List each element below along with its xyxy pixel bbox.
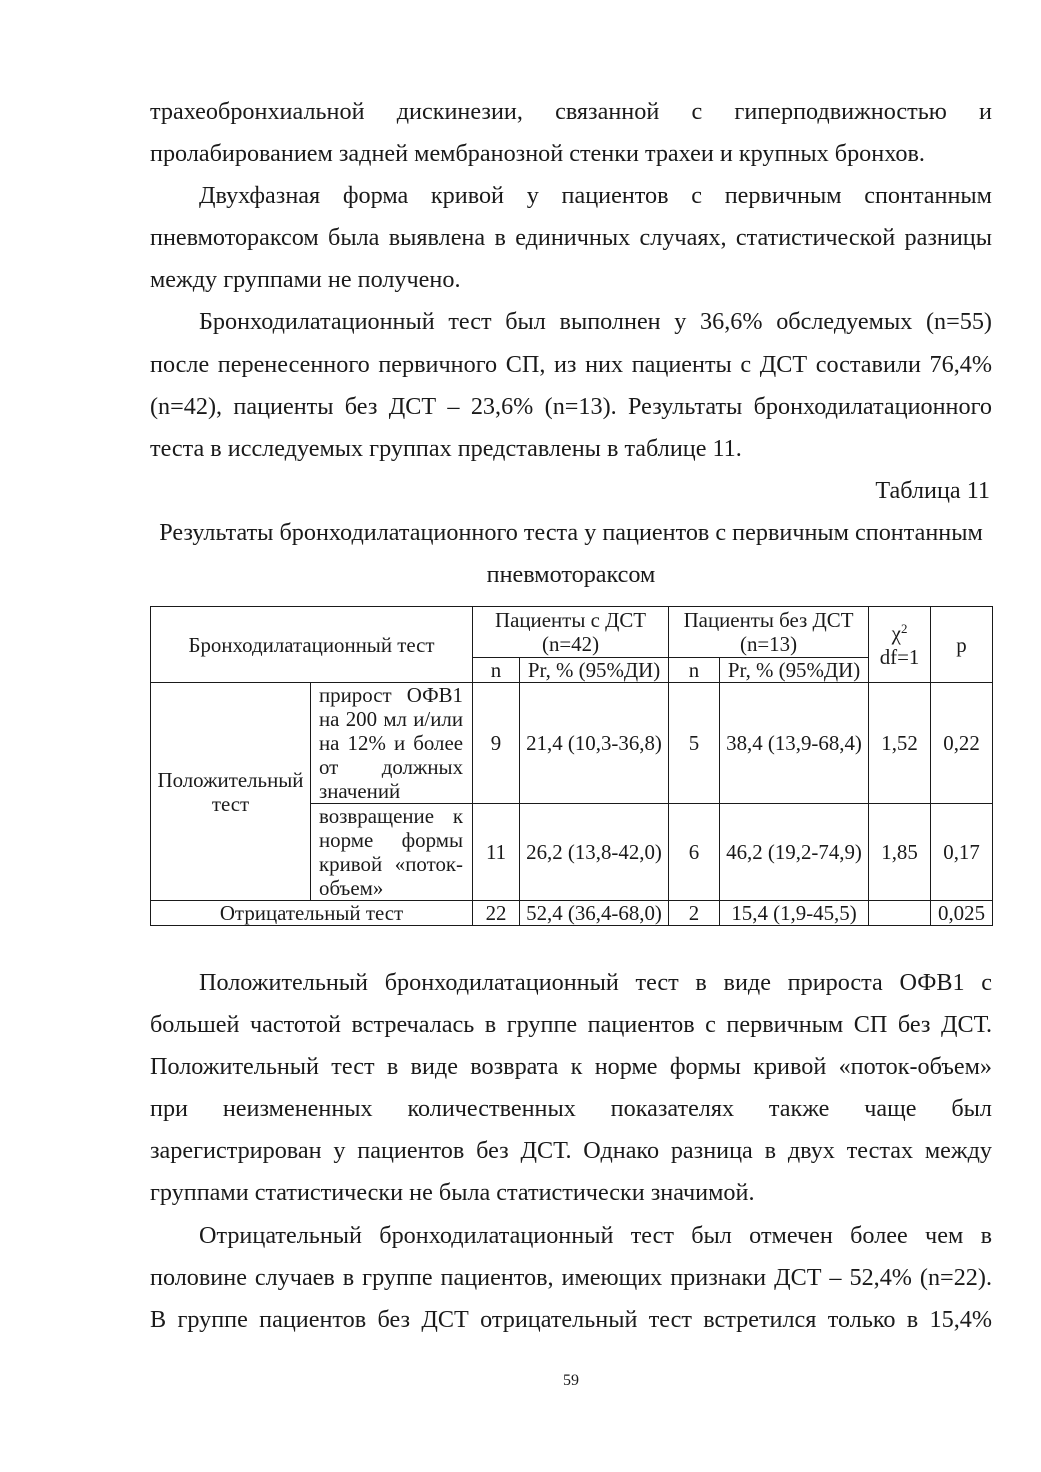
paragraph-line: трахеобронхиальной дискинезии, связанной с гиперподвижностью и [150,98,992,125]
subheader-pr: Pr, % (95%ДИ) [520,658,669,683]
page-number: 59 [563,1372,579,1389]
cell-no-dst-n: 5 [669,683,720,804]
cell-chi2-empty [869,901,931,926]
table-row [151,683,993,804]
criterion-line: объем» [319,876,384,900]
positive-test-label: Положительный тест [151,683,311,901]
group-label: Пациенты без ДСТ [683,608,854,632]
paragraph [150,175,992,301]
paragraph-line: между группами не получено. [150,266,461,294]
paragraph-line: пролабированием задней мембранозной стенки трахеи и крупных бронхов. [150,140,925,168]
table-number: Таблица 11 [875,476,990,504]
group-size: (n=42) [542,632,600,656]
paragraph [150,1215,992,1341]
paragraph-line: после перенесенного первичного СП, из них пациенты с ДСТ составили 76,4% [150,350,992,378]
paragraph-line: (n=42), пациенты без ДСТ – 23,6% (n=13). Результаты бронходилатационного [150,392,992,420]
paragraph-line: зарегистрирован у пациентов без ДСТ. Однако разница в двух тестах между [150,1137,992,1165]
paragraph-line: пневмотораксом была выявлена в единичных случаях, статистической разницы [150,224,992,252]
cell-dst-pr: 52,4 (36,4-68,0) [520,901,669,926]
criterion-line: прирост ОФВ1 [319,683,464,707]
chi-symbol: χ [891,620,901,645]
criterion-line: кривой «поток- [319,852,464,876]
paragraph-line: группами статистически не была статистически значимой. [150,1179,755,1207]
header-test-column: Бронходилатационный тест [151,607,473,683]
paragraph-line: половине случаев в группе пациентов, имеющих признаки ДСТ – 52,4% (n=22). [150,1263,992,1291]
paragraph-line: большей частотой встречалась в группе пациентов с первичным СП без ДСТ. [150,1011,992,1039]
cell-no-dst-n: 6 [669,804,720,901]
table-header-row [151,607,993,658]
header-p-value: p [931,607,993,683]
group-size: (n=13) [740,632,798,656]
cell-chi2: 1,52 [869,683,931,804]
subheader-pr: Pr, % (95%ДИ) [720,658,869,683]
cell-dst-n: 11 [473,804,520,901]
bronchodilation-results-table [150,606,993,926]
criterion-line: норме формы [319,828,464,852]
table-caption-line: Результаты бронходилатационного теста у пациентов с первичным спонтанным [159,518,983,546]
cell-p: 0,17 [931,804,993,901]
paragraph [150,962,992,1215]
criterion-line: на 12% и более [319,731,464,755]
criterion-line: значений [319,779,401,803]
paragraph-line: при неизмененных количественных показателях также чаще был [150,1095,992,1123]
cell-no-dst-pr: 38,4 (13,9-68,4) [720,683,869,804]
cell-dst-pr: 21,4 (10,3-36,8) [520,683,669,804]
criterion-line: на 200 мл и/или [319,707,464,731]
text-block-after-table [150,962,992,1341]
table-caption-line: пневмотораксом [486,561,656,589]
text-block-before-table [150,91,992,596]
header-group-no-dst [669,607,869,658]
cell-no-dst-pr: 46,2 (19,2-74,9) [720,804,869,901]
paragraph-line: Отрицательный бронходилатационный тест был отмечен более чем в [199,1221,992,1249]
paragraph-line: Двухфазная форма кривой у пациентов с первичным спонтанным [199,182,992,210]
paragraph [150,91,992,175]
chi-superscript: 2 [900,620,908,636]
paragraph [150,301,992,469]
table-caption [150,512,992,596]
cell-dst-n: 9 [473,683,520,804]
cell-p: 0,025 [931,901,993,926]
cell-dst-n: 22 [473,901,520,926]
degrees-of-freedom: df=1 [879,644,920,669]
cell-dst-pr: 26,2 (13,8-42,0) [520,804,669,901]
subheader-n: n [473,658,520,683]
criterion-cell [311,683,473,804]
paragraph-line: В группе пациентов без ДСТ отрицательный тест встретился только в 15,4% [150,1305,992,1333]
header-group-dst [473,607,669,658]
criterion-line: возвращение к [319,804,464,828]
table-row [151,901,993,926]
criterion-cell [311,804,473,901]
cell-no-dst-pr: 15,4 (1,9-45,5) [720,901,869,926]
subheader-n: n [669,658,720,683]
cell-chi2: 1,85 [869,804,931,901]
negative-test-label: Отрицательный тест [151,901,473,926]
paragraph-line: Бронходилатационный тест был выполнен у 36,6% обследуемых (n=55) [199,308,992,336]
header-chi-square [869,607,931,683]
paragraph-line: Положительный бронходилатационный тест в виде прироста ОФВ1 с [199,969,992,996]
cell-p: 0,22 [931,683,993,804]
paragraph-line: теста в исследуемых группах представлены в таблице 11. [150,434,742,462]
group-label: Пациенты с ДСТ [495,608,647,632]
cell-no-dst-n: 2 [669,901,720,926]
paragraph-line: Положительный тест в виде возврата к норме формы кривой «поток-объем» [150,1053,992,1081]
criterion-line: от должных [319,755,464,779]
